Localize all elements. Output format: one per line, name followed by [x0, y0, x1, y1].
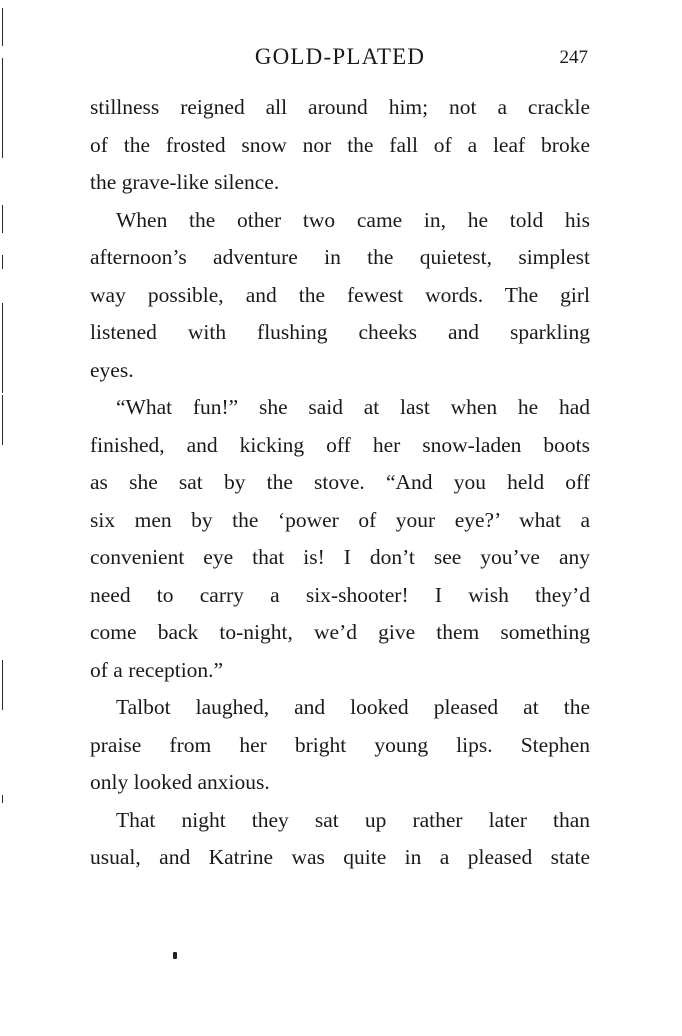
gutter-mark: [2, 660, 3, 710]
text-line: “What fun!” she said at last when he had: [116, 395, 590, 419]
text-line: usual, and Katrine was quite in a pleased state: [90, 845, 590, 869]
paragraph: [90, 202, 590, 240]
text-line: of the frosted snow nor the fall of a leaf broke: [90, 132, 590, 157]
text-line: need to carry a six-shooter! I wish they’d: [90, 582, 590, 607]
page-number: 247: [559, 47, 588, 68]
text-line: listened with flushing cheeks and sparkling: [90, 320, 590, 344]
text-line: come back to-night, we’d give them something: [90, 620, 590, 644]
text-line: praise from her bright young lips. Stephen: [90, 732, 590, 757]
paragraph: [90, 389, 590, 427]
gutter-mark: [2, 395, 3, 445]
text-line: way possible, and the fewest words. The girl: [90, 282, 590, 307]
paragraph-cont: [90, 427, 590, 652]
body-text: [90, 89, 590, 877]
text-line: stillness reigned all around him; not a crackle: [90, 95, 590, 119]
scan-gutter-edge: [0, 0, 8, 1036]
gutter-mark: [2, 205, 3, 233]
text-line: convenient eye that is! I don’t see you’ve any: [90, 545, 590, 569]
gutter-mark: [2, 58, 3, 158]
paragraph-end-line: [90, 652, 590, 690]
paragraph-cont: [90, 839, 590, 877]
gutter-mark: [2, 8, 3, 46]
ink-speck: [173, 952, 177, 959]
text-line: only looked anxious.: [90, 770, 270, 794]
paragraph: [90, 89, 590, 164]
text-line: eyes.: [90, 357, 134, 382]
text-line: That night they sat up rather later than: [116, 807, 590, 832]
text-line: the grave-like silence.: [90, 170, 280, 194]
paragraph-end-line: [90, 352, 590, 390]
page-header: [90, 42, 590, 72]
paragraph-end-line: [90, 764, 590, 802]
running-title: GOLD-PLATED: [254, 44, 426, 69]
paragraph: [90, 802, 590, 840]
paragraph: [90, 689, 590, 727]
text-line: six men by the ‘power of your eye?’ what a: [90, 507, 590, 532]
text-line: afternoon’s adventure in the quietest, simplest: [90, 245, 590, 269]
text-line: Talbot laughed, and looked pleased at the: [116, 695, 590, 719]
text-line: of a reception.”: [90, 657, 224, 682]
text-line: finished, and kicking off her snow-laden boots: [90, 432, 590, 457]
gutter-mark: [2, 255, 3, 269]
text-line: as she sat by the stove. “And you held off: [90, 470, 590, 494]
text-line: When the other two came in, he told his: [116, 207, 590, 232]
gutter-mark: [2, 303, 3, 393]
paragraph-cont: [90, 727, 590, 765]
paragraph-end-line: [90, 164, 590, 202]
gutter-mark: [2, 795, 3, 803]
paragraph-cont: [90, 239, 590, 352]
